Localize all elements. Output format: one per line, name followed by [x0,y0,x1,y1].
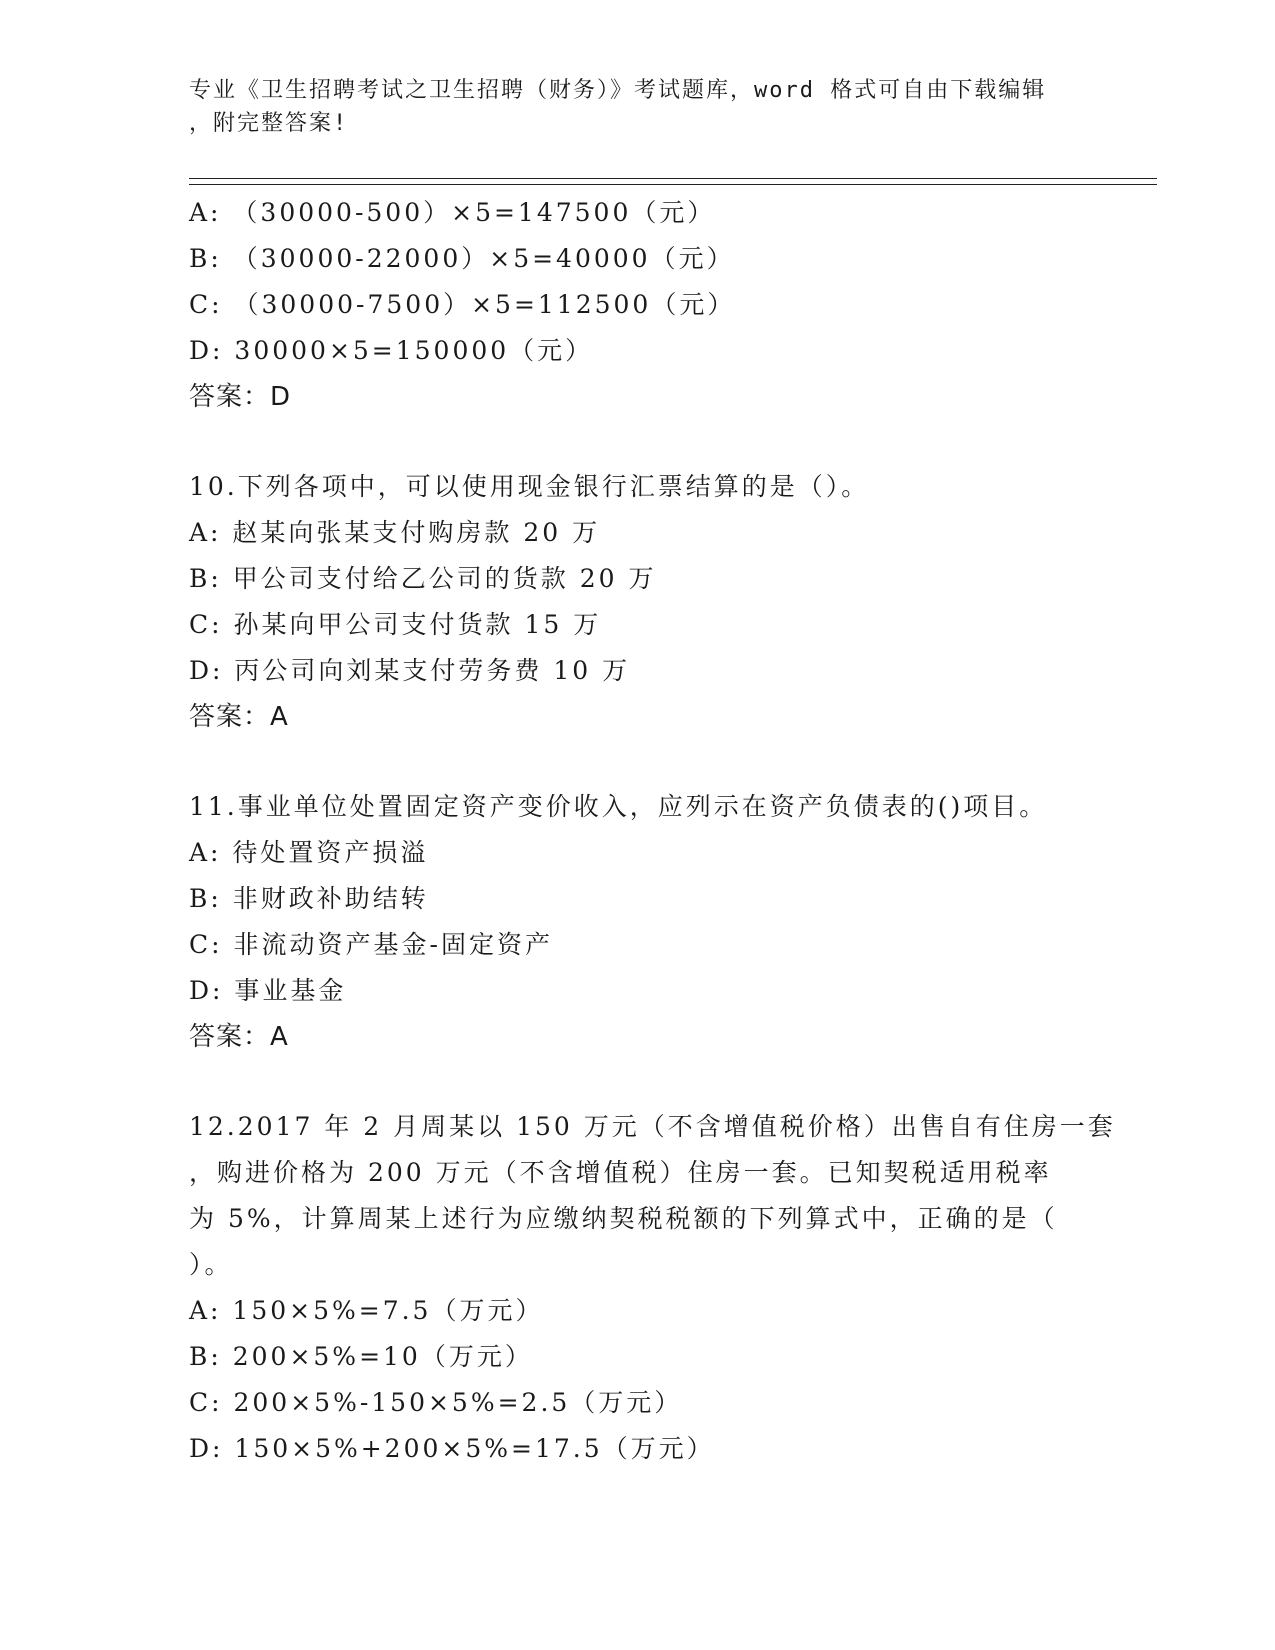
option-b: B: 非财政补助结转 [189,884,429,913]
question-stem-line-3: 为 5%，计算周某上述行为应缴纳契税税额的下列算式中，正确的是（ [189,1204,1058,1233]
question-stem-line-4: ）。 [189,1250,233,1279]
option-c: C: （30000-7500）×5=112500（元） [189,290,736,319]
option-c: C: 非流动资产基金-固定资产 [189,930,553,959]
question-list [189,190,1116,1472]
option-b: B: 200×5%=10（万元） [189,1342,533,1371]
header-title-line-2: ，附完整答案! [189,111,349,136]
answer-label: 答案：A [189,1022,289,1052]
option-a: A: 待处置资产损溢 [189,838,429,867]
answer-label: 答案：D [189,382,292,412]
question-stem-line-2: ，购进价格为 200 万元（不含增值税）住房一套。已知契税适用税率 [189,1158,1052,1187]
header-title-line-1: 专业《卫生招聘考试之卫生招聘（财务）》考试题库，word 格式可自由下载编辑 [189,78,1047,103]
option-d: D: 150×5%+200×5%=17.5（万元） [189,1434,715,1463]
option-a: A: 赵某向张某支付购房款 20 万 [189,518,601,547]
option-c: C: 孙某向甲公司支付货款 15 万 [189,610,602,639]
question-stem: 11.事业单位处置固定资产变价收入，应列示在资产负债表的()项目。 [189,792,1048,821]
question-10 [189,464,1109,740]
option-a: A: （30000-500）×5=147500（元） [189,198,716,227]
question-12 [189,1104,1116,1472]
spacer [189,420,1109,464]
header-divider-bottom [189,184,1157,185]
option-b: B: （30000-22000）×5=40000（元） [189,244,735,273]
option-c: C: 200×5%-150×5%=2.5（万元） [189,1388,683,1417]
option-d: D: 丙公司向刘某支付劳务费 10 万 [189,656,631,685]
header-divider-top [189,178,1157,179]
document-header [189,74,1089,140]
spacer [189,1060,1109,1104]
option-d: D: 事业基金 [189,976,347,1005]
question-stem: 10.下列各项中，可以使用现金银行汇票结算的是（）。 [189,472,870,501]
question-9 [189,190,1109,420]
spacer [189,740,1109,784]
option-b: B: 甲公司支付给乙公司的货款 20 万 [189,564,657,593]
option-d: D: 30000×5=150000（元） [189,336,594,365]
answer-label: 答案：A [189,702,289,732]
option-a: A: 150×5%=7.5（万元） [189,1296,544,1325]
question-stem-line-1: 12.2017 年 2 月周某以 150 万元（不含增值税价格）出售自有住房一套 [189,1112,1116,1141]
question-11 [189,784,1109,1060]
